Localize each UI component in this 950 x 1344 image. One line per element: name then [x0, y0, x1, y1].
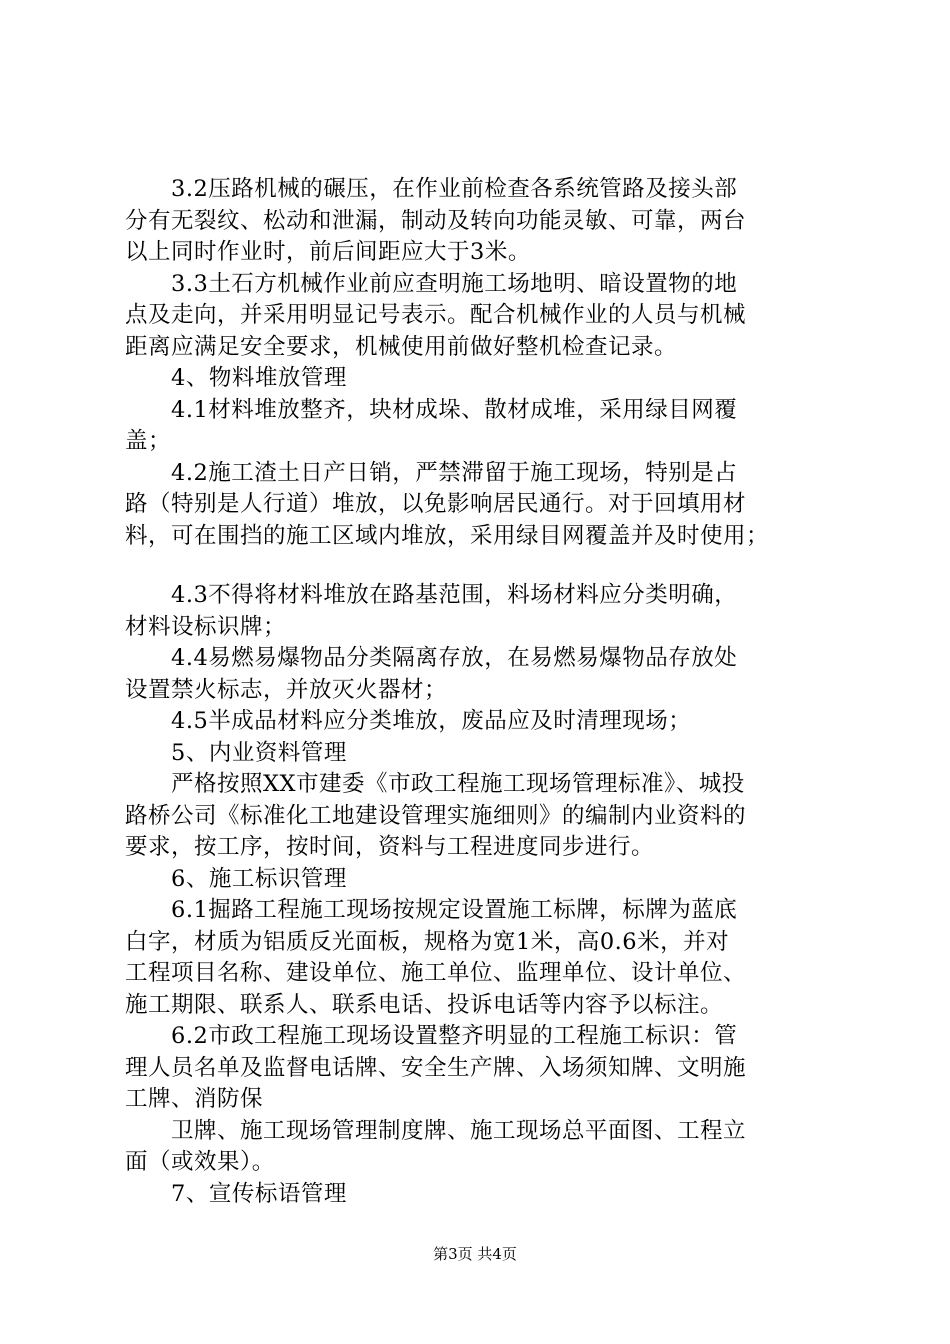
text-line: 设置禁火标志，并放灭火器材； [125, 676, 448, 703]
section-heading: 4、物料堆放管理 [125, 365, 347, 391]
text-line: 白字，材质为铝质反光面板，规格为宽1米，高0.6米，并对 [125, 928, 730, 955]
paragraph-gap [125, 552, 835, 580]
text-line: 以上同时作业时，前后间距应大于3米。 [125, 239, 531, 265]
text-line: 施工期限、联系人、联系电话、投诉电话等内容予以标注。 [125, 991, 724, 1018]
text-line: 要求，按工序，按时间，资料与工程进度同步进行。 [125, 834, 655, 860]
page-number-label: 第3页 共4页 [433, 1245, 517, 1263]
text-line: 4.5半成品材料应分类堆放，废品应及时清理现场； [125, 708, 692, 734]
text-line: 严格按照XX市建委《市政工程施工现场管理标准》、城投 [125, 771, 745, 797]
text-line: 路桥公司《标准化工地建设管理实施细则》的编制内业资料的 [125, 802, 747, 829]
section-heading: 5、内业资料管理 [125, 739, 347, 766]
text-line: 理人员名单及监督电话牌、安全生产牌、入场须知牌、文明施 [125, 1054, 747, 1081]
text-line: 4.4易燃易爆物品分类隔离存放，在易燃易爆物品存放处 [125, 645, 738, 671]
text-line: 3.2压路机械的碾压，在作业前检查各系统管路及接头部 [125, 176, 738, 202]
text-line: 3.3土石方机械作业前应查明施工场地明、暗设置物的地 [125, 270, 738, 297]
page-footer [0, 1244, 950, 1264]
text-line: 工程项目名称、建设单位、施工单位、监理单位、设计单位、 [125, 960, 747, 986]
text-line: 距离应满足安全要求，机械使用前做好整机检查记录。 [125, 333, 678, 360]
text-line: 面（或效果）。 [125, 1149, 275, 1175]
text-line: 卫牌、施工现场管理制度牌、施工现场总平面图、工程立 [125, 1117, 747, 1144]
text-line: 点及走向，并采用明显记号表示。配合机械作业的人员与机械 [125, 302, 747, 328]
text-line: 材料设标识牌； [125, 613, 287, 640]
section-heading: 6、施工标识管理 [125, 865, 347, 892]
text-line: 路（特别是人行道）堆放，以免影响居民通行。对于回填用材 [125, 491, 747, 517]
text-line: 料，可在围挡的施工区域内堆放，采用绿目网覆盖并及时使用； [125, 522, 770, 549]
text-line: 盖； [125, 428, 172, 454]
document-body [125, 174, 835, 1210]
text-line: 4.2施工渣土日产日销，严禁滞留于施工现场，特别是占 [125, 459, 738, 486]
text-line: 工牌、消防保 [125, 1086, 264, 1112]
text-line: 6.2市政工程施工现场设置整齐明显的工程施工标识：管 [125, 1023, 738, 1049]
text-line: 4.3不得将材料堆放在路基范围，料场材料应分类明确， [125, 582, 738, 608]
section-heading: 7、宣传标语管理 [125, 1180, 347, 1207]
text-line: 4.1材料堆放整齐，块材成垛、散材成堆，采用绿目网覆 [125, 396, 738, 423]
text-line: 6.1掘路工程施工现场按规定设置施工标牌，标牌为蓝底 [125, 897, 738, 923]
text-line: 分有无裂纹、松动和泄漏，制动及转向功能灵敏、可靠，两台 [125, 207, 747, 234]
